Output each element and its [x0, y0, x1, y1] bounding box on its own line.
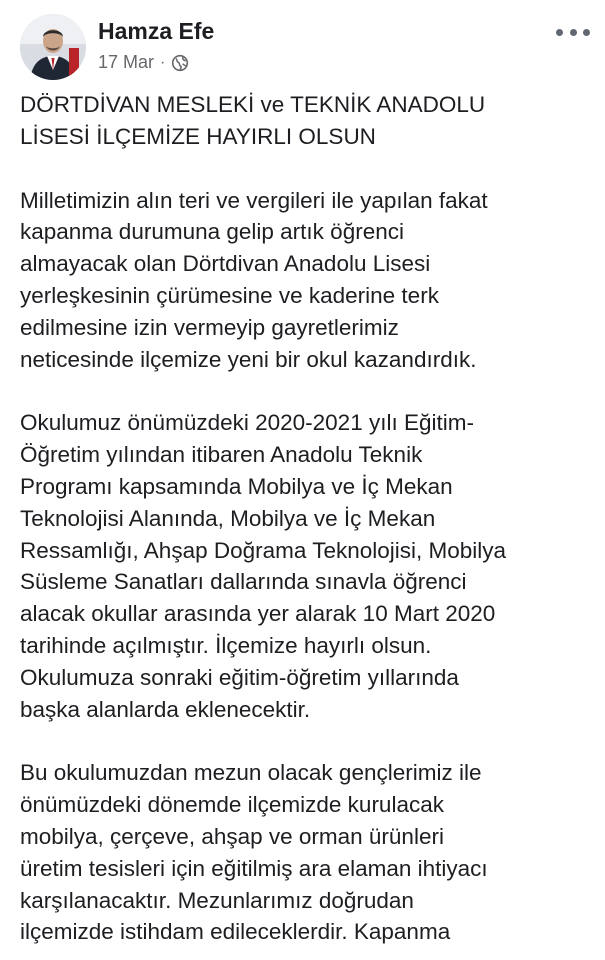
- more-dot-icon: [570, 29, 577, 36]
- post-paragraph: Bu okulumuzdan mezun olacak gençlerimiz ile önümüzdeki dönemde ilçemizde kurulacak mobilya, çerçeve, ahşap ve orman ürünleri üretim tesisleri için eğitilmiş ara elaman ihtiyacı karşılanacaktır. Mezunlarımız doğrudan ilçemizde istihdam edileceklerdir. Kapanma: [20, 760, 488, 945]
- post-paragraph: Milletimizin alın teri ve vergileri ile yapılan fakat kapanma durumuna gelip artık öğrenci almayacak olan Dörtdivan Anadolu Lisesi yerleşkesinin çürümesine ve kaderine terk edilmesine izin vermeyip gayretlerimiz neticesinde ilçemize yeni bir okul kazandırdık.: [20, 187, 488, 372]
- globe-icon[interactable]: [171, 54, 189, 72]
- more-dot-icon: [583, 29, 590, 36]
- post-header: [20, 14, 590, 80]
- post-meta: [98, 52, 189, 73]
- meta-separator: ·: [160, 53, 166, 71]
- avatar-photo-icon: [20, 14, 86, 80]
- author-name[interactable]: Hamza Efe: [98, 18, 215, 44]
- more-options-icon[interactable]: [556, 24, 590, 40]
- post-date[interactable]: 17 Mar: [98, 52, 155, 72]
- more-dot-icon: [556, 29, 563, 36]
- post-body: [20, 89, 590, 960]
- post-paragraph: Okulumuz önümüzdeki 2020-2021 yılı Eğitim- Öğretim yılından itibaren Anadolu Teknik Programı kapsamında Mobilya ve İç Mekan Teknolojisi Alanında, Mobilya ve İç Mekan Ressamlığı, Ahşap Doğrama Teknolojisi, Mobilya Süsleme Sanatları dallarında sınavla öğrenci alacak okullar arasında yer alarak 10 Mart 2020 tarihinde açılmıştır. İlçemize hayırlı olsun. Okulumuza sonraki eğitim-öğretim yıllarında başka alanlarda eklenecektir.: [20, 410, 507, 722]
- author-avatar[interactable]: [20, 14, 86, 80]
- post-headline: DÖRTDİVAN MESLEKİ ve TEKNİK ANADOLU LİSESİ İLÇEMİZE HAYIRLI OLSUN: [20, 92, 486, 149]
